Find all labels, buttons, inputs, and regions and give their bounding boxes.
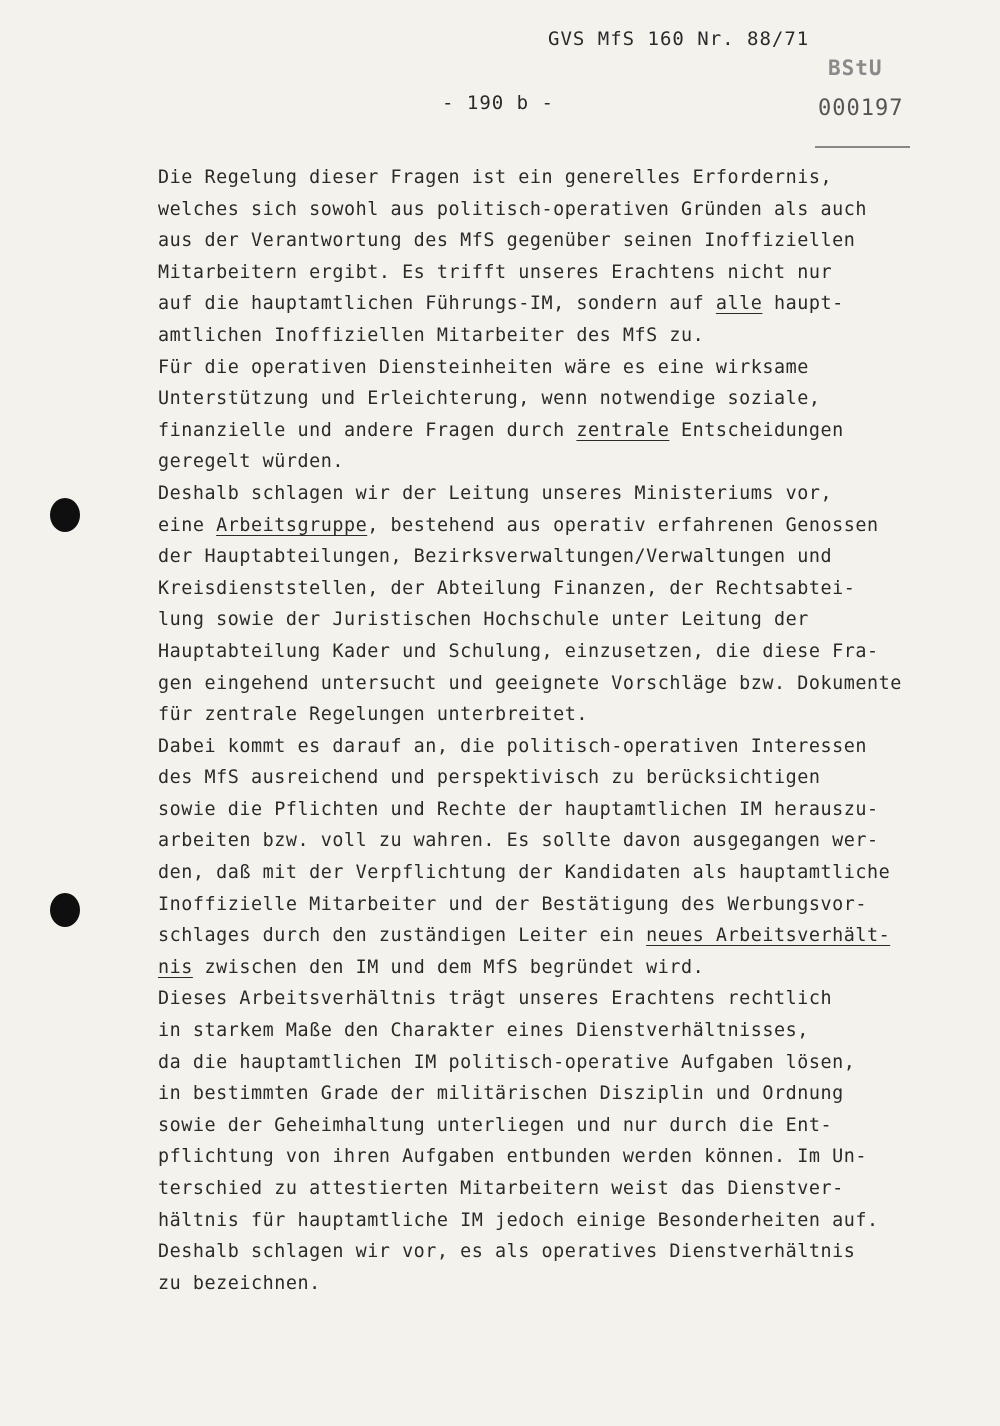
text-segment: Dabei kommt es darauf an, die politisch-operativen Interessen bbox=[158, 735, 867, 757]
text-segment: finanzielle und andere Fragen durch bbox=[158, 419, 577, 441]
text-line bbox=[158, 1173, 988, 1205]
text-line bbox=[158, 288, 988, 320]
archive-stamp-org: BStU bbox=[828, 56, 883, 80]
text-line bbox=[158, 920, 988, 952]
text-segment: sowie der Geheimhaltung unterliegen und nur durch die Ent- bbox=[158, 1114, 833, 1136]
text-line bbox=[158, 1141, 988, 1173]
text-segment: hältnis für hauptamtliche IM jedoch einige Besonderheiten auf. bbox=[158, 1209, 879, 1231]
text-segment: den, daß mit der Verpflichtung der Kandidaten als hauptamtliche bbox=[158, 862, 891, 884]
text-line bbox=[158, 636, 988, 668]
text-line bbox=[158, 668, 988, 700]
text-segment: schlages durch den zuständigen Leiter ein bbox=[158, 925, 647, 947]
text-segment: der Hauptabteilungen, Bezirksverwaltungen/Verwaltungen und bbox=[158, 546, 833, 568]
text-segment: arbeiten bzw. voll zu wahren. Es sollte davon ausgegangen wer- bbox=[158, 830, 879, 852]
body-text bbox=[158, 162, 988, 1299]
text-segment: lung sowie der Juristischen Hochschule unter Leitung der bbox=[158, 609, 809, 631]
stamp-underline bbox=[815, 146, 910, 148]
text-segment: , bestehend aus operativ erfahrenen Genossen bbox=[367, 514, 879, 536]
page-number: - 190 b - bbox=[442, 92, 554, 114]
text-segment: in starkem Maße den Charakter eines Dienstverhältnisses, bbox=[158, 1020, 809, 1042]
text-line bbox=[158, 510, 988, 542]
text-segment: terschied zu attestierten Mitarbeitern weist das Dienstver- bbox=[158, 1178, 844, 1199]
text-segment: Mitarbeitern ergibt. Es trifft unseres Erachtens nicht nur bbox=[158, 261, 833, 283]
text-line bbox=[158, 478, 988, 510]
text-segment: gen eingehend untersucht und geeignete Vorschläge bzw. Dokumente bbox=[158, 672, 902, 694]
text-segment: eine bbox=[158, 514, 217, 536]
text-segment: zu bezeichnen. bbox=[158, 1272, 321, 1294]
text-line bbox=[158, 604, 988, 636]
text-segment: auf die hauptamtlichen Führungs-IM, sondern auf bbox=[158, 293, 716, 315]
text-line bbox=[158, 383, 988, 415]
text-line bbox=[158, 1047, 988, 1079]
text-segment: amtlichen Inoffiziellen Mitarbeiter des MfS zu. bbox=[158, 324, 705, 346]
text-segment: Unterstützung und Erleichterung, wenn notwendige soziale, bbox=[158, 388, 821, 410]
text-segment: haupt- bbox=[762, 293, 844, 315]
text-segment: Für die operativen Diensteinheiten wäre es eine wirksame bbox=[158, 356, 809, 378]
punch-hole-bottom bbox=[50, 893, 80, 927]
text-line bbox=[158, 352, 988, 384]
text-segment: in bestimmten Grade der militärischen Disziplin und Ordnung bbox=[158, 1083, 844, 1105]
underlined-text: neues Arbeitsverhält- bbox=[646, 925, 891, 947]
underlined-text: Arbeitsgruppe bbox=[216, 514, 368, 536]
text-segment: für zentrale Regelungen unterbreitet. bbox=[158, 704, 589, 726]
text-segment: zwischen den IM und dem MfS begründet wird. bbox=[192, 956, 705, 978]
archive-stamp-number: 000197 bbox=[818, 96, 904, 121]
text-segment: sowie die Pflichten und Rechte der hauptamtlichen IM herauszu- bbox=[158, 798, 879, 820]
text-line bbox=[158, 699, 988, 731]
punch-hole-top bbox=[50, 498, 80, 532]
underlined-text: alle bbox=[715, 293, 763, 315]
text-line bbox=[158, 1015, 988, 1047]
text-segment: Deshalb schlagen wir vor, es als operatives Dienstverhältnis bbox=[158, 1241, 856, 1263]
text-line bbox=[158, 573, 988, 605]
text-segment: da die hauptamtlichen IM politisch-operative Aufgaben lösen, bbox=[158, 1051, 856, 1073]
text-segment: welches sich sowohl aus politisch-operativen Gründen als auch bbox=[158, 198, 867, 220]
text-line bbox=[158, 320, 988, 352]
text-line bbox=[158, 1268, 988, 1300]
text-line bbox=[158, 983, 988, 1015]
text-line bbox=[158, 952, 988, 984]
text-segment: Deshalb schlagen wir der Leitung unseres Ministeriums vor, bbox=[158, 482, 833, 504]
underlined-text: nis bbox=[158, 956, 193, 978]
text-line bbox=[158, 415, 988, 447]
text-line bbox=[158, 194, 988, 226]
underlined-text: zentrale bbox=[576, 419, 670, 441]
text-line bbox=[158, 825, 988, 857]
text-segment: Hauptabteilung Kader und Schulung, einzusetzen, die diese Fra- bbox=[158, 640, 879, 662]
text-line bbox=[158, 541, 988, 573]
text-line bbox=[158, 1236, 988, 1268]
text-segment: geregelt würden. bbox=[158, 451, 344, 473]
text-line bbox=[158, 225, 988, 257]
text-segment: Inoffizielle Mitarbeiter und der Bestätigung des Werbungsvor- bbox=[158, 893, 867, 915]
text-line bbox=[158, 857, 988, 889]
text-line bbox=[158, 1110, 988, 1142]
text-segment: Dieses Arbeitsverhältnis trägt unseres Erachtens rechtlich bbox=[158, 988, 833, 1010]
text-segment: aus der Verantwortung des MfS gegenüber seinen Inoffiziellen bbox=[158, 230, 856, 252]
text-segment: des MfS ausreichend und perspektivisch zu berücksichtigen bbox=[158, 767, 821, 789]
text-segment: Entscheidungen bbox=[669, 419, 844, 441]
text-line bbox=[158, 162, 988, 194]
text-line bbox=[158, 1078, 988, 1110]
text-line bbox=[158, 889, 988, 921]
text-segment: Kreisdienststellen, der Abteilung Finanzen, der Rechtsabtei- bbox=[158, 577, 856, 599]
text-line bbox=[158, 257, 988, 289]
text-line bbox=[158, 762, 988, 794]
text-line bbox=[158, 446, 988, 478]
text-line bbox=[158, 1205, 988, 1237]
classification-reference: GVS MfS 160 Nr. 88/71 bbox=[548, 28, 810, 50]
text-line bbox=[158, 731, 988, 763]
text-segment: Die Regelung dieser Fragen ist ein generelles Erfordernis, bbox=[158, 167, 833, 188]
text-segment: pflichtung von ihren Aufgaben entbunden werden können. Im Un- bbox=[158, 1146, 867, 1168]
text-line bbox=[158, 794, 988, 826]
